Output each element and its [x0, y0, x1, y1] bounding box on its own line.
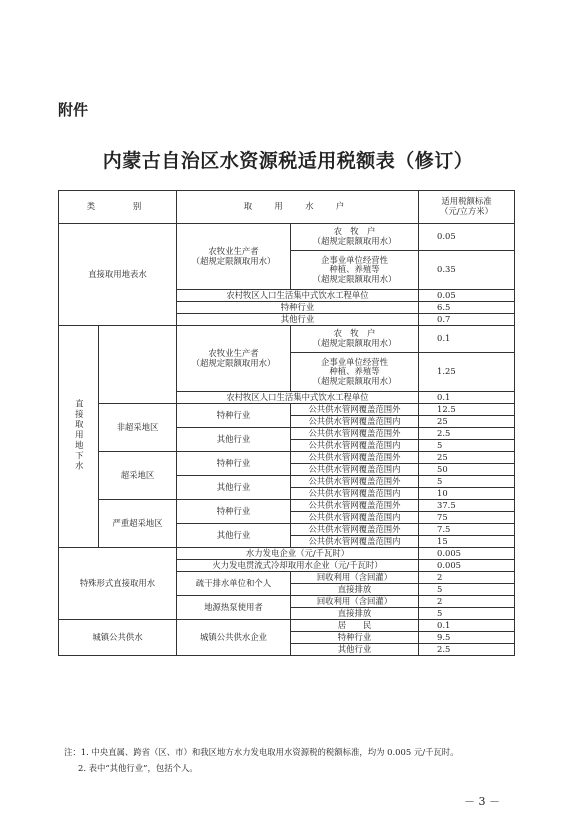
header-user: 取 用 水 户: [177, 191, 419, 224]
outside-network-label: 公共供水管网覆盖范围外: [291, 500, 419, 512]
rate-value: 25: [419, 452, 515, 464]
inside-network-label: 公共供水管网覆盖范围内: [291, 536, 419, 548]
rate-value: 5: [419, 476, 515, 488]
rate-value: 9.5: [419, 632, 515, 644]
rate-value: 37.5: [419, 500, 515, 512]
header-category: 类 别: [59, 191, 177, 224]
other-industry-label: 其他行业: [177, 428, 291, 452]
herder-label: 农 牧 户 （超规定限额取用水）: [291, 224, 419, 251]
inside-network-label: 公共供水管网覆盖范围内: [291, 512, 419, 524]
rate-value: 2: [419, 572, 515, 584]
table-row: [59, 620, 515, 632]
header-rate: [419, 191, 515, 224]
rate-value: 0.1: [419, 326, 515, 353]
rural-water-label: 农村牧区人口生活集中式饮水工程单位: [177, 290, 419, 302]
table-row: [59, 404, 515, 416]
table-row: [59, 500, 515, 512]
zone-overexploited: 超采地区: [99, 452, 177, 500]
inside-network-label: 公共供水管网覆盖范围内: [291, 416, 419, 428]
rate-value: 5: [419, 440, 515, 452]
agri-producer-label: 农牧业生产者 （超规定限额取用水）: [177, 326, 291, 392]
table-header-row: [59, 191, 515, 224]
enterprise-label: 企事业单位经营性 种植、养殖等 （超规定限额取用水）: [291, 251, 419, 290]
geothermal-label: 地源热泵使用者: [177, 596, 291, 620]
special-industry-label: 特种行业: [177, 500, 291, 524]
rate-value: 75: [419, 512, 515, 524]
thermal-label: 火力发电贯流式冷却取用水企业（元/千瓦时）: [177, 560, 419, 572]
rate-value: 5: [419, 608, 515, 620]
inside-network-label: 公共供水管网覆盖范围内: [291, 440, 419, 452]
rate-value: 0.1: [419, 620, 515, 632]
recycle-label: 回收利用（含回灌）: [291, 596, 419, 608]
rate-value: 0.005: [419, 560, 515, 572]
enterprise-label: 企事业单位经营性 种植、养殖等 （超规定限额取用水）: [291, 353, 419, 392]
rate-value: 0.1: [419, 392, 515, 404]
inside-network-label: 公共供水管网覆盖范围内: [291, 464, 419, 476]
table-notes: [64, 744, 524, 776]
category-special-forms: 特殊形式直接取用水: [59, 548, 177, 620]
resident-label: 居 民: [291, 620, 419, 632]
other-industry-label: 其他行业: [177, 524, 291, 548]
rate-value: 2.5: [419, 644, 515, 656]
rate-value: 50: [419, 464, 515, 476]
rate-value: 10: [419, 488, 515, 500]
header-rate-line1: 适用税额标准: [441, 196, 492, 207]
rate-value: 7.5: [419, 524, 515, 536]
rate-value: 12.5: [419, 404, 515, 416]
category-groundwater-label: 直接取用地下水: [74, 398, 85, 472]
urban-supply-enterprise-label: 城镇公共供水企业: [177, 620, 291, 656]
page-number: － 3 －: [464, 795, 500, 808]
outside-network-label: 公共供水管网覆盖范围外: [291, 452, 419, 464]
drainage-label: 疏干排水单位和个人: [177, 572, 291, 596]
special-industry-label: 特种行业: [177, 302, 419, 314]
groundwater-agri-blank: [99, 326, 177, 404]
rate-value: 2.5: [419, 428, 515, 440]
outside-network-label: 公共供水管网覆盖范围外: [291, 428, 419, 440]
table-row: [59, 452, 515, 464]
rural-water-label: 农村牧区人口生活集中式饮水工程单位: [177, 392, 419, 404]
other-industry-label: 其他行业: [177, 314, 419, 326]
rate-value: 5: [419, 584, 515, 596]
category-surface-water: 直接取用地表水: [59, 224, 177, 326]
outside-network-label: 公共供水管网覆盖范围外: [291, 404, 419, 416]
other-industry-label: 其他行业: [177, 476, 291, 500]
agri-producer-label: 农牧业生产者 （超规定限额取用水）: [177, 224, 291, 290]
rate-value: 6.5: [419, 302, 515, 314]
rate-value: 0.005: [419, 548, 515, 560]
outside-network-label: 公共供水管网覆盖范围外: [291, 524, 419, 536]
direct-discharge-label: 直接排放: [291, 608, 419, 620]
hydro-label: 水力发电企业（元/千瓦时）: [177, 548, 419, 560]
special-industry-label: 特种行业: [291, 632, 419, 644]
rate-value: 0.05: [419, 224, 515, 251]
zone-severely-overexploited: 严重超采地区: [99, 500, 177, 548]
rate-value: 0.35: [419, 251, 515, 290]
recycle-label: 回收利用（含回灌）: [291, 572, 419, 584]
inside-network-label: 公共供水管网覆盖范围内: [291, 488, 419, 500]
zone-non-overexploited: 非超采地区: [99, 404, 177, 452]
table-row: [59, 548, 515, 560]
direct-discharge-label: 直接排放: [291, 584, 419, 596]
rate-value: 0.7: [419, 314, 515, 326]
rate-value: 25: [419, 416, 515, 428]
herder-label: 农 牧 户 （超规定限额取用水）: [291, 326, 419, 353]
special-industry-label: 特种行业: [177, 452, 291, 476]
other-industry-label: 其他行业: [291, 644, 419, 656]
attachment-label: 附件: [58, 101, 89, 119]
rate-value: 0.05: [419, 290, 515, 302]
rate-value: 1.25: [419, 353, 515, 392]
category-urban-supply: 城镇公共供水: [59, 620, 177, 656]
page-title: 内蒙古自治区水资源税适用税额表（修订）: [102, 150, 474, 172]
rate-value: 15: [419, 536, 515, 548]
rate-value: 2: [419, 596, 515, 608]
note-1: 注：1. 中央直属、跨省（区、市）和我区地方水力发电取用水资源税的税额标准，均为 0.005 元/千瓦时。: [64, 747, 459, 757]
special-industry-label: 特种行业: [177, 404, 291, 428]
table-row: [59, 224, 515, 251]
tax-rate-table: [58, 190, 515, 656]
table-row: [59, 326, 515, 353]
category-groundwater: [59, 326, 99, 548]
outside-network-label: 公共供水管网覆盖范围外: [291, 476, 419, 488]
note-2: 2. 表中“其他行业”，包括个人。: [78, 763, 198, 773]
header-rate-line2: （元/立方米）: [439, 206, 494, 216]
